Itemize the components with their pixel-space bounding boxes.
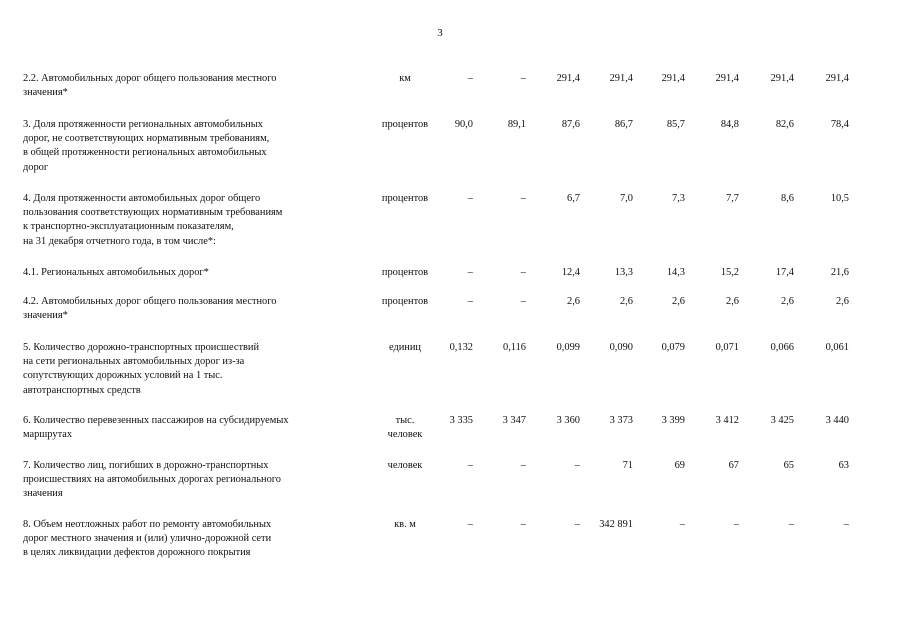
indicator-description-line: 2.2. Автомобильных дорог общего пользования местного	[23, 73, 277, 84]
indicator-description-line: маршрутах	[23, 429, 73, 441]
page-number: 3	[437, 27, 443, 39]
unit-line: процентов	[381, 296, 429, 307]
indicator-description-line: значения	[23, 488, 63, 500]
value-cell: 0,099	[556, 342, 580, 353]
value-cell: 0,116	[503, 342, 526, 353]
value-cell: 2,6	[781, 296, 794, 307]
value-cell: 3 412	[715, 415, 739, 426]
value-cell: 291,4	[770, 73, 794, 84]
unit-line: единиц	[388, 342, 421, 353]
value-cell: 17,4	[775, 267, 794, 278]
value-cell: 12,4	[561, 267, 580, 278]
value-cell: 13,3	[614, 267, 633, 278]
unit-line: км	[399, 73, 411, 84]
value-cell: 0,132	[449, 342, 473, 353]
indicator-description	[23, 295, 368, 323]
value-cell: 2,6	[567, 296, 580, 307]
value-cell: –	[467, 267, 473, 278]
indicator-description-line: в общей протяженности региональных автомобильных	[23, 147, 267, 159]
indicator-description-line: значения*	[23, 87, 68, 99]
value-cell: 3 440	[825, 415, 849, 426]
value-cell: 3 347	[502, 415, 526, 426]
indicator-description-line: на сети региональных автомобильных дорог из-за	[23, 356, 245, 368]
value-cell: 85,7	[666, 119, 685, 130]
value-cell: –	[520, 296, 526, 307]
indicator-description-line: 4. Доля протяженности автомобильных дорог общего	[23, 193, 261, 204]
value-cell: 82,6	[775, 119, 794, 130]
value-cell: 90,0	[454, 119, 473, 130]
indicator-description-line: 4.1. Региональных автомобильных дорог*	[23, 267, 209, 278]
value-cell: –	[733, 519, 739, 530]
value-cell: 0,090	[609, 342, 633, 353]
value-cell: 10,5	[830, 193, 849, 204]
unit-line: процентов	[381, 119, 429, 130]
value-cell: 78,4	[830, 119, 849, 130]
indicator-description	[23, 341, 368, 398]
value-cell: –	[467, 193, 473, 204]
value-cell: 3 425	[770, 415, 794, 426]
indicator-description-line: сопутствующих дорожных условий на 1 тыс.	[23, 370, 223, 382]
value-cell: –	[467, 460, 473, 471]
value-cell: 3 399	[661, 415, 685, 426]
value-cell: –	[520, 460, 526, 471]
value-cell: 2,6	[620, 296, 633, 307]
unit-line: человек	[387, 429, 423, 441]
unit-line: процентов	[381, 267, 429, 278]
value-cell: –	[520, 519, 526, 530]
value-cell: 71	[622, 460, 633, 471]
value-cell: –	[520, 193, 526, 204]
value-cell: –	[679, 519, 685, 530]
value-cell: 8,6	[781, 193, 794, 204]
indicator-description-line: 7. Количество лиц, погибших в дорожно-транспортных	[23, 460, 269, 471]
value-cell: 84,8	[720, 119, 739, 130]
value-cell: 3 360	[556, 415, 580, 426]
value-cell: –	[467, 296, 473, 307]
value-cell: 0,061	[825, 342, 849, 353]
value-cell: 7,7	[726, 193, 739, 204]
indicator-description-line: автотранспортных средств	[23, 384, 141, 396]
indicator-description-line: происшествиях на автомобильных дорогах регионального	[23, 474, 281, 486]
value-cell: 7,3	[672, 193, 685, 204]
value-cell: 3 373	[609, 415, 633, 426]
indicator-description	[23, 72, 368, 100]
value-cell: –	[788, 519, 794, 530]
value-cell: 87,6	[561, 119, 580, 130]
indicator-description-line: дорог местного значения и (или) улично-дорожной сети	[23, 533, 272, 545]
indicator-description	[23, 459, 368, 502]
indicator-description	[23, 192, 368, 249]
indicator-description-line: дорог, не соответствующих нормативным требованиям,	[23, 133, 270, 145]
value-cell: 291,4	[825, 73, 849, 84]
unit-line: тыс.	[395, 415, 415, 426]
unit-line: процентов	[381, 193, 429, 204]
indicator-description	[23, 266, 368, 280]
value-cell: 3 335	[449, 415, 473, 426]
value-cell: 0,071	[715, 342, 739, 353]
indicator-description-line: пользования соответствующих нормативным требованиям	[23, 207, 283, 219]
value-cell: 2,6	[726, 296, 739, 307]
value-cell: 65	[783, 460, 794, 471]
indicator-description	[23, 118, 368, 175]
value-cell: 69	[674, 460, 685, 471]
indicator-description-line: 5. Количество дорожно-транспортных происшествий	[23, 342, 260, 353]
value-cell: 291,4	[556, 73, 580, 84]
indicator-description-line: 6. Количество перевезенных пассажиров на субсидируемых	[23, 415, 289, 426]
value-cell: –	[574, 519, 580, 530]
unit-line: человек	[387, 460, 423, 471]
value-cell: –	[574, 460, 580, 471]
indicator-description-line: 8. Объем неотложных работ по ремонту автомобильных	[23, 519, 272, 530]
value-cell: 342 891	[599, 519, 633, 530]
value-cell: 2,6	[836, 296, 849, 307]
value-cell: –	[467, 519, 473, 530]
value-cell: 291,4	[715, 73, 739, 84]
indicator-description	[23, 414, 368, 442]
value-cell: 0,066	[770, 342, 794, 353]
value-cell: 291,4	[661, 73, 685, 84]
value-cell: 2,6	[672, 296, 685, 307]
value-cell: –	[520, 267, 526, 278]
indicator-description-line: значения*	[23, 310, 68, 322]
indicator-description-line: к транспортно-эксплуатационным показателям,	[23, 221, 234, 233]
value-cell: 7,0	[620, 193, 633, 204]
unit-line: кв. м	[394, 519, 416, 530]
indicator-description-line: 4.2. Автомобильных дорог общего пользования местного	[23, 296, 277, 307]
value-cell: 21,6	[830, 267, 849, 278]
value-cell: 14,3	[666, 267, 685, 278]
indicator-description-line: дорог	[23, 161, 49, 173]
value-cell: 67	[728, 460, 739, 471]
value-cell: 15,2	[720, 267, 739, 278]
value-cell: –	[467, 73, 473, 84]
value-cell: –	[520, 73, 526, 84]
value-cell: 291,4	[609, 73, 633, 84]
value-cell: 89,1	[507, 119, 526, 130]
indicator-description-line: в целях ликвидации дефектов дорожного покрытия	[23, 547, 251, 559]
value-cell: –	[843, 519, 849, 530]
value-cell: 0,079	[661, 342, 685, 353]
indicator-description	[23, 518, 368, 561]
indicator-description-line: 3. Доля протяженности региональных автомобильных	[23, 119, 263, 130]
value-cell: 6,7	[567, 193, 580, 204]
value-cell: 63	[838, 460, 849, 471]
value-cell: 86,7	[614, 119, 633, 130]
indicator-description-line: на 31 декабря отчетного года, в том числе*:	[23, 235, 216, 247]
